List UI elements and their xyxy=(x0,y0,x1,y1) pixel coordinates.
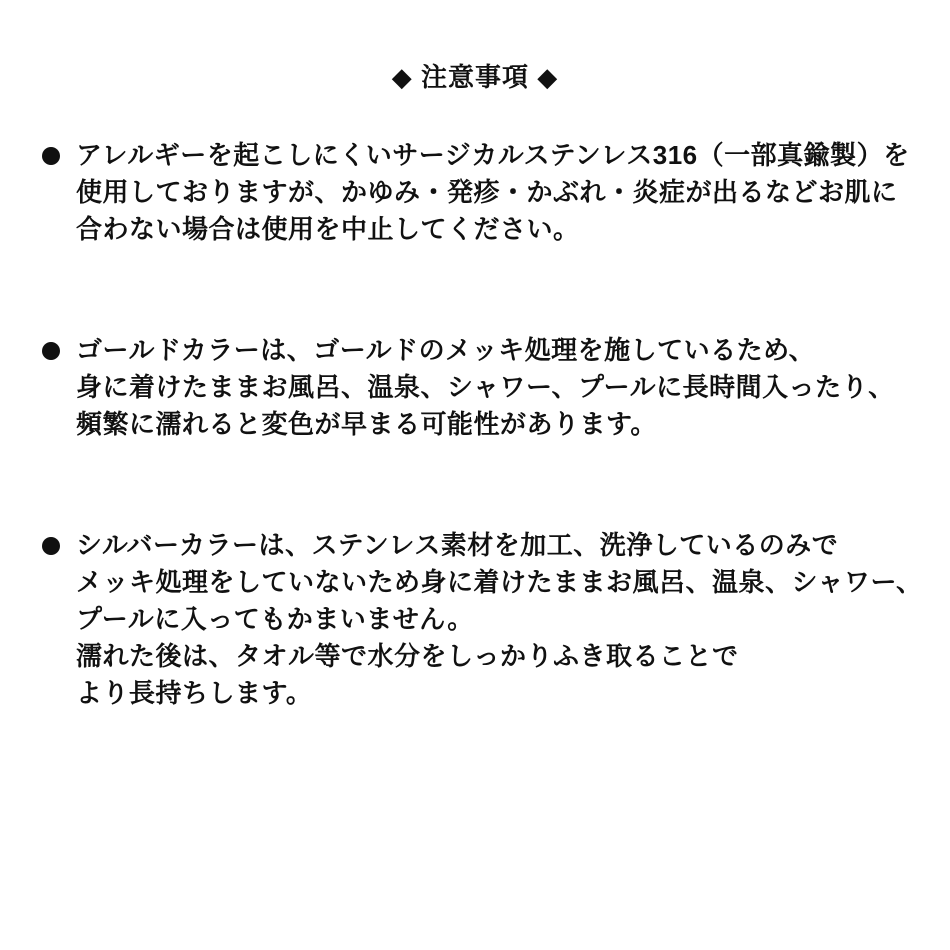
notes-list xyxy=(42,137,923,712)
note-line: 濡れた後は、タオル等で水分をしっかりふき取ることで xyxy=(76,641,739,671)
bullet-icon xyxy=(42,537,60,555)
note-line: プールに入ってもかまいません。 xyxy=(76,604,474,634)
note-line: 使用しておりますが、かゆみ・発疹・かぶれ・炎症が出るなどお肌に xyxy=(76,177,898,207)
note-line: シルバーカラーは、ステンレス素材を加工、洗浄しているのみで xyxy=(76,530,839,560)
list-item-allergy-note xyxy=(42,137,920,248)
note-text xyxy=(76,332,920,443)
list-item-gold-color-note xyxy=(42,332,920,443)
note-line: メッキ処理をしていないため身に着けたままお風呂、温泉、シャワー、 xyxy=(76,567,923,597)
note-line: 合わない場合は使用を中止してください。 xyxy=(76,214,580,244)
note-line: より長持ちします。 xyxy=(76,678,313,708)
note-line: ゴールドカラーは、ゴールドのメッキ処理を施しているため、 xyxy=(76,335,816,365)
note-line: 身に着けたままお風呂、温泉、シャワー、プールに長時間入ったり、 xyxy=(76,372,895,402)
note-line: 頻繁に濡れると変色が早まる可能性があります。 xyxy=(76,409,657,439)
page-title: ◆ 注意事項 ◆ xyxy=(391,62,559,92)
note-text xyxy=(76,137,920,248)
note-text xyxy=(76,527,923,712)
list-item-silver-color-note xyxy=(42,527,923,712)
bullet-icon xyxy=(42,342,60,360)
note-line: アレルギーを起こしにくいサージカルステンレス316（一部真鍮製）を xyxy=(76,140,910,170)
bullet-icon xyxy=(42,147,60,165)
